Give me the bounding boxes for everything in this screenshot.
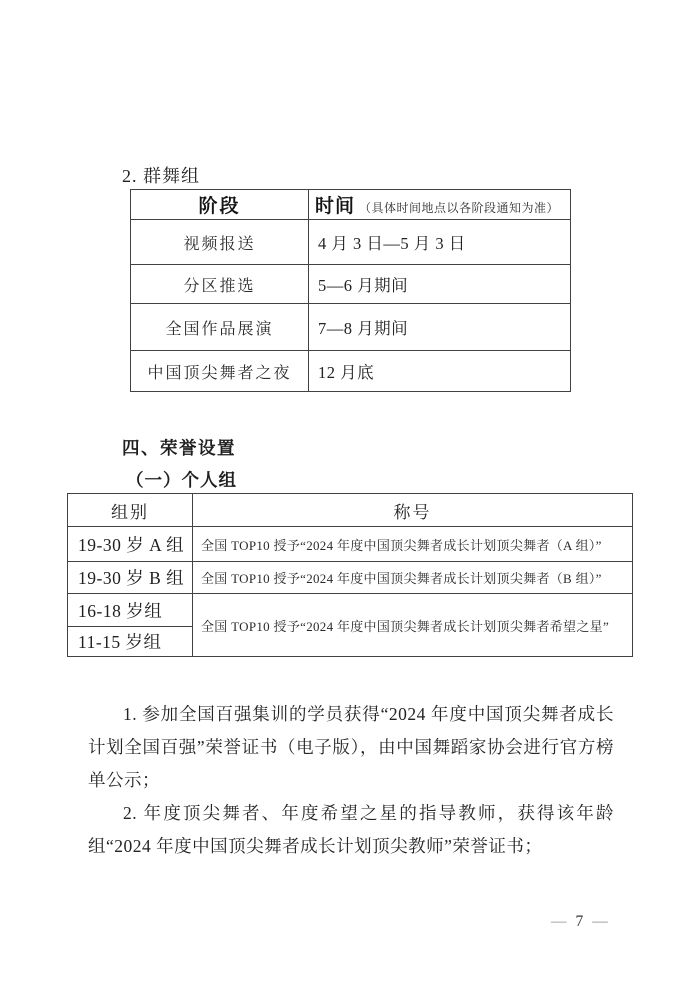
title-cell: 全国 TOP10 授予“2024 年度中国顶尖舞者成长计划顶尖舞者（A 组）” bbox=[193, 527, 633, 562]
page-number bbox=[551, 913, 608, 931]
stage-cell: 全国作品展演 bbox=[131, 304, 309, 351]
table-row bbox=[68, 562, 633, 594]
paragraph-1: 1. 参加全国百强集训的学员获得“2024 年度中国顶尖舞者成长计划全国百强”荣誉证书（电子版），由中国舞蹈家协会进行官方榜单公示； bbox=[88, 704, 614, 790]
group-cell: 11-15 岁组 bbox=[68, 627, 193, 657]
schedule-header-time-label: 时间 bbox=[315, 196, 356, 217]
schedule-header-time bbox=[309, 190, 571, 220]
table-row bbox=[68, 527, 633, 562]
group-cell: 19-30 岁 B 组 bbox=[68, 562, 193, 594]
body-paragraphs bbox=[88, 698, 614, 863]
honors-table-header-row bbox=[68, 494, 633, 527]
merged-title-cell: 全国 TOP10 授予“2024 年度中国顶尖舞者成长计划顶尖舞者希望之星” bbox=[193, 594, 633, 657]
schedule-table-header-row bbox=[131, 190, 571, 220]
stage-cell: 分区推选 bbox=[131, 265, 309, 304]
paragraph-2: 2. 年度顶尖舞者、年度希望之星的指导教师，获得该年龄组“2024 年度中国顶尖舞者成长计划顶尖教师”荣誉证书； bbox=[88, 803, 614, 856]
page-number-left-dash: — bbox=[551, 913, 567, 930]
table-row bbox=[131, 220, 571, 265]
table-row bbox=[131, 351, 571, 392]
schedule-table bbox=[130, 189, 571, 392]
time-cell: 12 月底 bbox=[309, 351, 571, 392]
honors-header-title: 称号 bbox=[193, 494, 633, 527]
time-cell: 7—8 月期间 bbox=[309, 304, 571, 351]
title-cell: 全国 TOP10 授予“2024 年度中国顶尖舞者成长计划顶尖舞者（B 组）” bbox=[193, 562, 633, 594]
time-cell: 5—6 月期间 bbox=[309, 265, 571, 304]
page-number-value: 7 bbox=[575, 913, 584, 930]
stage-cell: 视频报送 bbox=[131, 220, 309, 265]
individual-group-subheading: （一）个人组 bbox=[126, 470, 237, 490]
honors-table bbox=[67, 493, 633, 657]
schedule-header-stage: 阶段 bbox=[131, 190, 309, 220]
stage-cell: 中国顶尖舞者之夜 bbox=[131, 351, 309, 392]
table-row bbox=[131, 265, 571, 304]
group-cell: 16-18 岁组 bbox=[68, 594, 193, 627]
table-row bbox=[131, 304, 571, 351]
honors-header-group: 组别 bbox=[68, 494, 193, 527]
honors-section-heading: 四、荣誉设置 bbox=[122, 438, 236, 458]
group-cell: 19-30 岁 A 组 bbox=[68, 527, 193, 562]
time-cell: 4 月 3 日—5 月 3 日 bbox=[309, 220, 571, 265]
group-dance-heading: 2. 群舞组 bbox=[122, 166, 200, 186]
schedule-header-time-note: （具体时间地点以各阶段通知为准） bbox=[359, 201, 560, 215]
table-row bbox=[68, 594, 633, 627]
page-number-right-dash: — bbox=[592, 913, 608, 930]
